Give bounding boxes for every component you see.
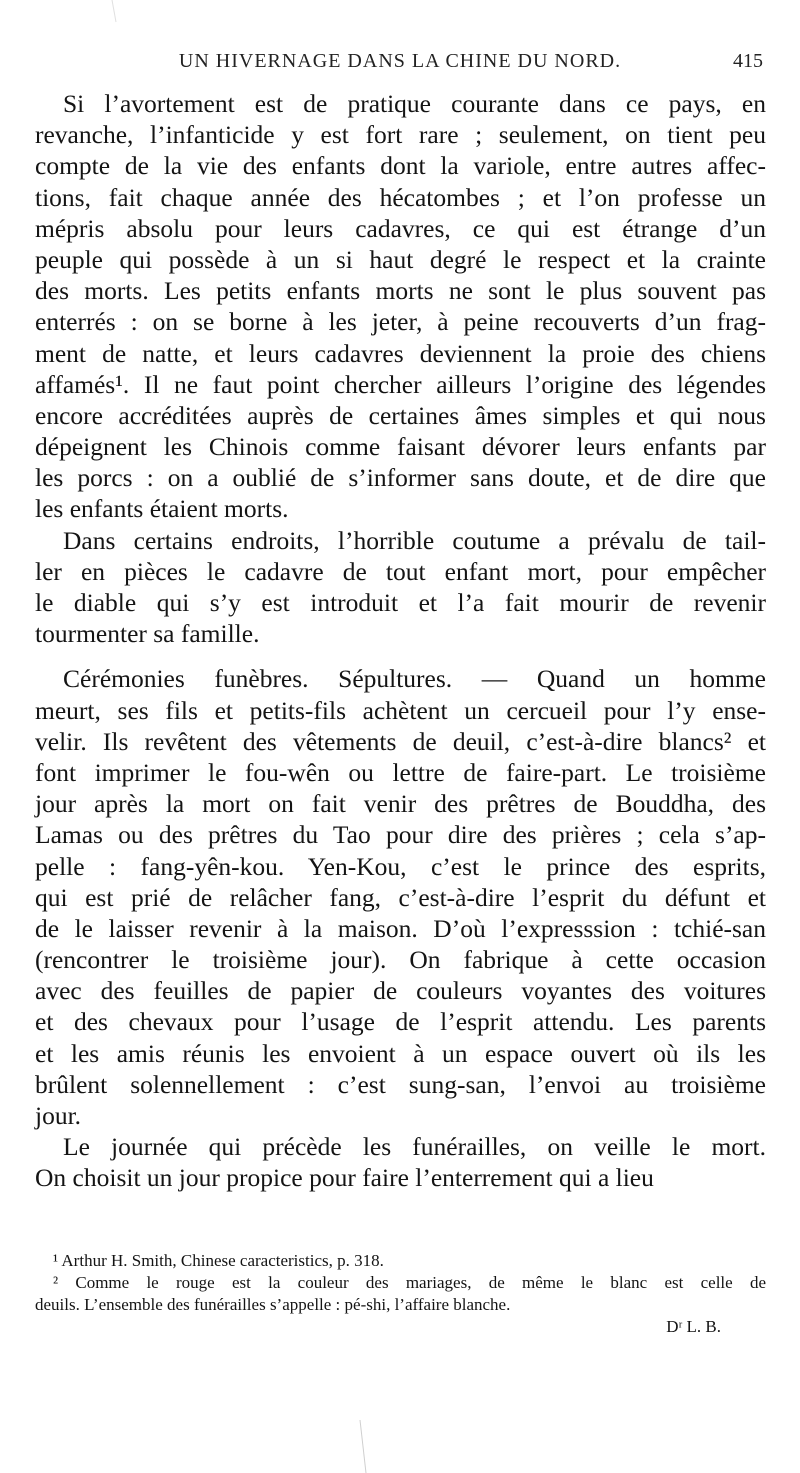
text-line: avec des feuilles de papier de couleurs voyantes des voitures xyxy=(35,976,766,1006)
text-line: enterrés : on se borne à les jeter, à peine recouverts d’un frag- xyxy=(35,307,766,337)
text-line: On choisit un jour propice pour faire l’enterrement qui a lieu xyxy=(35,1163,654,1193)
text-line: et des chevaux pour l’usage de l’esprit attendu. Les parents xyxy=(35,1007,766,1037)
paragraph-gap xyxy=(35,649,766,663)
text-line: les porcs : on a oublié de s’informer sans doute, et de dire que xyxy=(35,463,766,493)
text-line: les enfants étaient morts. xyxy=(35,494,289,524)
text-line: et les amis réunis les envoient à un espace ouvert où ils les xyxy=(35,1038,766,1068)
text-line: font imprimer le fou-wên ou lettre de faire-part. Le troisième xyxy=(35,757,766,787)
text-line: dépeignent les Chinois comme faisant dévorer leurs enfants par xyxy=(35,432,766,462)
text-line: (rencontrer le troisième jour). On fabrique à cette occasion xyxy=(35,945,766,975)
text-line: Cérémonies funèbres. Sépultures. — Quand un homme xyxy=(63,664,766,694)
text-line: le diable qui s’y est introduit et l’a fait mourir de revenir xyxy=(35,588,766,617)
text-line: des morts. Les petits enfants morts ne sont le plus souvent pas xyxy=(35,276,766,306)
text-line: brûlent solennellement : c’est sung-san, l’envoi au troisième xyxy=(35,1069,766,1099)
text-line: tions, fait chaque année des hécatombes ; et l’on professe un xyxy=(35,182,766,212)
text-line: compte de la vie des enfants dont la variole, entre autres affec- xyxy=(35,151,766,181)
text-line: ment de natte, et leurs cadavres deviennent la proie des chiens xyxy=(35,338,766,368)
text-line: Dans certains endroits, l’horrible coutume a prévalu de tail- xyxy=(63,525,766,555)
text-line: ler en pièces le cadavre de tout enfant mort, pour empêcher xyxy=(35,556,766,586)
text-line: pelle : fang-yên-kou. Yen-Kou, c’est le prince des esprits, xyxy=(35,851,766,881)
text-line: mépris absolu pour leurs cadavres, ce qui est étrange d’un xyxy=(35,213,766,243)
text-line: Lamas ou des prêtres du Tao pour dire des prières ; cela s’ap- xyxy=(35,820,766,850)
text-line: Le journée qui précède les funérailles, on veille le mort. xyxy=(63,1132,766,1162)
text-line: revanche, l’infanticide y est fort rare ; seulement, on tient peu xyxy=(35,120,766,150)
text-line: meurt, ses fils et petits-fils achètent un cercueil pour l’y ense- xyxy=(35,695,766,725)
footnote-1: ¹ Arthur H. Smith, Chinese caracteristics, p. 318. xyxy=(53,1251,384,1270)
text-line: de le laisser revenir à la maison. D’où l’expresssion : tchié-san xyxy=(35,913,766,943)
text-line: affamés¹. Il ne faut point chercher ailleurs l’origine des légendes xyxy=(35,369,766,399)
text-line: jour. xyxy=(35,1101,82,1130)
footnotes xyxy=(35,1250,766,1338)
main-text xyxy=(35,88,766,1194)
text-line: velir. Ils revêtent des vêtements de deuil, c’est-à-dire blancs² et xyxy=(35,726,766,756)
text-line: tourmenter sa famille. xyxy=(35,619,260,649)
text-line: jour après la mort on fait venir des prêtres de Bouddha, des xyxy=(35,789,766,819)
text-line: peuple qui possède à un si haut degré le respect et la crainte xyxy=(35,244,766,274)
text-line: encore accréditées auprès de certaines âmes simples et qui nous xyxy=(35,400,766,430)
page-number: 415 xyxy=(733,50,763,72)
footnote-2-line-2: deuils. L’ensemble des funérailles s’appelle : pé-shi, l’affaire blanche. xyxy=(35,1295,511,1314)
signature: Dʳ L. B. xyxy=(666,1317,721,1336)
footnote-2-line-1: ² Comme le rouge est la couleur des mariages, de même le blanc est celle de xyxy=(53,1273,766,1292)
running-title: UN HIVERNAGE DANS LA CHINE DU NORD. xyxy=(178,50,622,72)
text-line: qui est prié de relâcher fang, c’est-à-dire l’esprit du défunt et xyxy=(35,882,766,912)
text-line: Si l’avortement est de pratique courante dans ce pays, en xyxy=(63,89,766,118)
